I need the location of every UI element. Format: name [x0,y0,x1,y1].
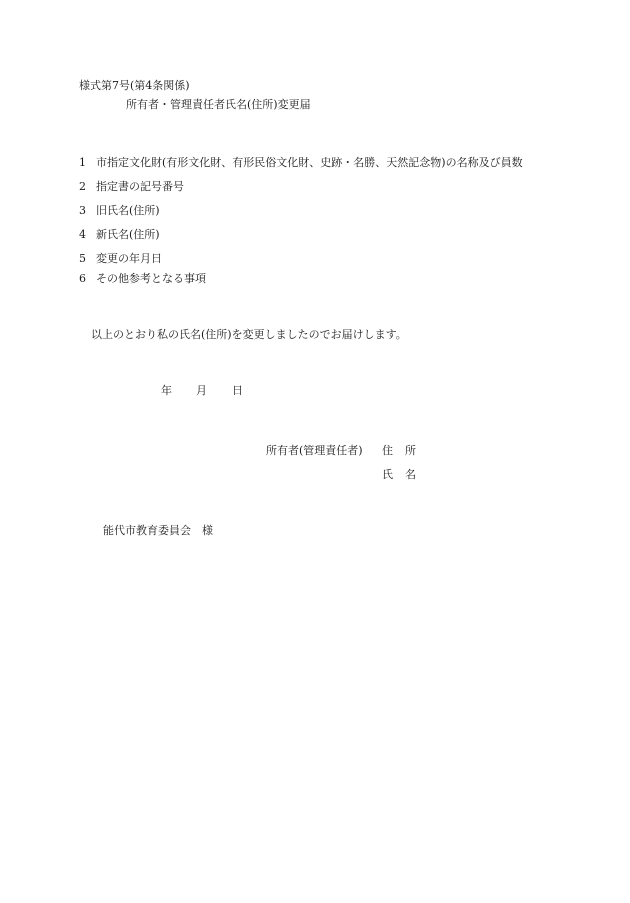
address-label: 住所 [382,444,428,457]
owner-label: 所有者(管理責任者) [266,444,363,457]
date-month-label: 月 [196,384,207,397]
document-title: 所有者・管理責任者氏名(住所)変更届 [126,98,311,111]
date-line [0,385,630,399]
item-number: 2 [79,180,86,193]
item-number: 6 [79,272,86,285]
list-item [79,253,162,264]
item-text: 指定書の記号番号 [96,180,184,193]
list-item [79,157,523,168]
item-number: 3 [79,204,86,217]
item-text: 市指定文化財(有形文化財、有形民俗文化財、史跡・名勝、天然記念物)の名称及び員数 [96,156,523,169]
list-item [79,205,160,216]
item-text: その他参考となる事項 [96,272,206,285]
declaration-statement: 以上のとおり私の氏名(住所)を変更しましたのでお届けします。 [91,328,407,341]
date-day-label: 日 [232,384,243,397]
item-number: 5 [79,252,86,265]
list-item [79,181,184,192]
list-item [79,273,206,284]
list-item [79,229,160,240]
item-text: 旧氏名(住所) [96,204,160,217]
item-number: 4 [79,228,86,241]
form-number: 様式第7号(第4条関係) [79,79,190,92]
date-year-label: 年 [161,384,172,397]
recipient: 能代市教育委員会 様 [103,524,213,537]
item-number: 1 [79,156,86,169]
name-label: 氏名 [382,468,428,481]
item-text: 新氏名(住所) [96,228,160,241]
item-text: 変更の年月日 [96,252,162,265]
